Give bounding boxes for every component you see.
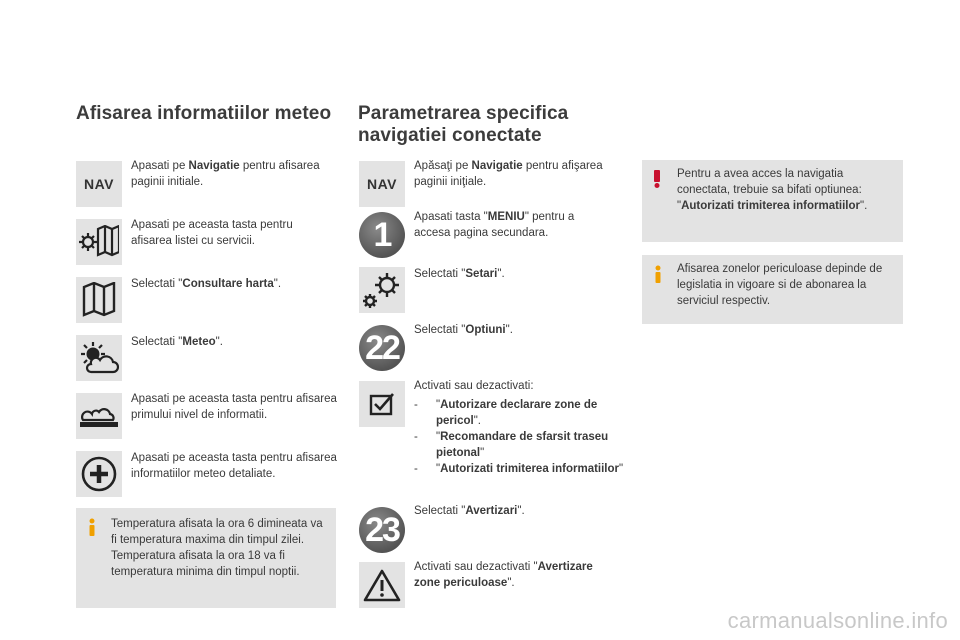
info-icon — [650, 265, 666, 283]
middle-row-5-intro: Activati sau dezactivati: — [414, 380, 534, 392]
weather-icon — [79, 341, 119, 375]
checkbox-icon — [367, 390, 397, 418]
middle-row-3-text: Selectati "Setari". — [414, 268, 505, 280]
option-item-1: - "Autorizare declarare zone de pericol". — [414, 399, 598, 427]
temperature-note-text: Temperatura afisata la ora 6 dimineata va fi temperatura maxima din timpul zilei. Temperatura afisata la ora 18 va fi temperatura minima din timpul noptii. — [111, 518, 323, 578]
info-icon — [84, 518, 100, 536]
gears-icon — [361, 270, 403, 310]
temperature-note — [76, 508, 336, 608]
option-item-3: - "Autorizati trimiterea informatiilor" — [414, 463, 624, 475]
middle-section-title — [358, 103, 568, 147]
left-row-1-text: Apasati pe Navigatie pentru afisarea paginii initiale. — [131, 160, 320, 188]
middle-title-line-1: Parametrarea specifica — [358, 103, 569, 124]
middle-row-7-text: Activati sau dezactivati "Avertizare zone periculoase". — [414, 561, 593, 589]
left-section-title: Afisarea informatiilor meteo — [76, 103, 332, 124]
map-icon — [82, 282, 116, 318]
left-row-4-text: Selectati "Meteo". — [131, 336, 223, 348]
nav-label: NAV — [366, 176, 398, 192]
settings-button[interactable] — [359, 267, 405, 313]
cloud-bar-icon — [79, 399, 119, 433]
info-note-text: Afisarea zonelor periculoase depinde de legislatia in vigoare si de abonarea la serviciul respectiv. — [677, 263, 883, 307]
watermark: carmanualsonline.info — [727, 608, 948, 633]
danger-zones-button[interactable] — [359, 562, 405, 608]
services-button[interactable] — [76, 219, 122, 265]
middle-row-5 — [414, 378, 624, 477]
left-row-3-text: Selectati "Consultare harta". — [131, 278, 282, 290]
left-row-5-text: Apasati pe aceasta tasta pentru afisarea primului nivel de informatii. — [131, 393, 337, 421]
map-button[interactable] — [76, 277, 122, 323]
middle-row-4-text: Selectati "Optiuni". — [414, 324, 513, 336]
middle-row-1-text: Apăsaţi pe Navigatie pentru afişarea paginii iniţiale. — [414, 160, 603, 188]
middle-row-6-text: Selectati "Avertizari". — [414, 505, 525, 517]
detailed-weather-button[interactable] — [76, 451, 122, 497]
nav-button[interactable] — [76, 161, 122, 207]
exclamation-icon — [650, 170, 664, 188]
middle-row-2-text: Apasati tasta "MENIU" pentru a accesa pagina secundara. — [414, 211, 575, 239]
warning-note-text: Pentru a avea acces la navigatia conectata, trebuie sa bifati optiunea: "Autorizati trimiterea informatiilor". — [677, 168, 868, 212]
left-row-6-text: Apasati pe aceasta tasta pentru afisarea informatiilor meteo detaliate. — [131, 452, 337, 480]
nav-label: NAV — [83, 176, 115, 192]
middle-title-line-2: navigatiei conectate — [358, 125, 542, 146]
plus-circle-icon — [80, 455, 118, 493]
nav-button-2[interactable] — [359, 161, 405, 207]
services-icon — [79, 225, 119, 259]
step-badge-1: 1 — [359, 212, 405, 258]
weather-button[interactable] — [76, 335, 122, 381]
warning-triangle-icon — [363, 568, 401, 602]
option-item-2: - "Recomandare de sfarsit traseu pietonal" — [414, 431, 609, 459]
first-level-info-button[interactable] — [76, 393, 122, 439]
info-note — [642, 255, 903, 324]
step-badge-23: 23 — [359, 507, 405, 553]
left-row-2-text: Apasati pe aceasta tasta pentru afisarea listei cu servicii. — [131, 219, 293, 247]
step-badge-22: 22 — [359, 325, 405, 371]
checkbox-button[interactable] — [359, 381, 405, 427]
warning-note — [642, 160, 903, 242]
